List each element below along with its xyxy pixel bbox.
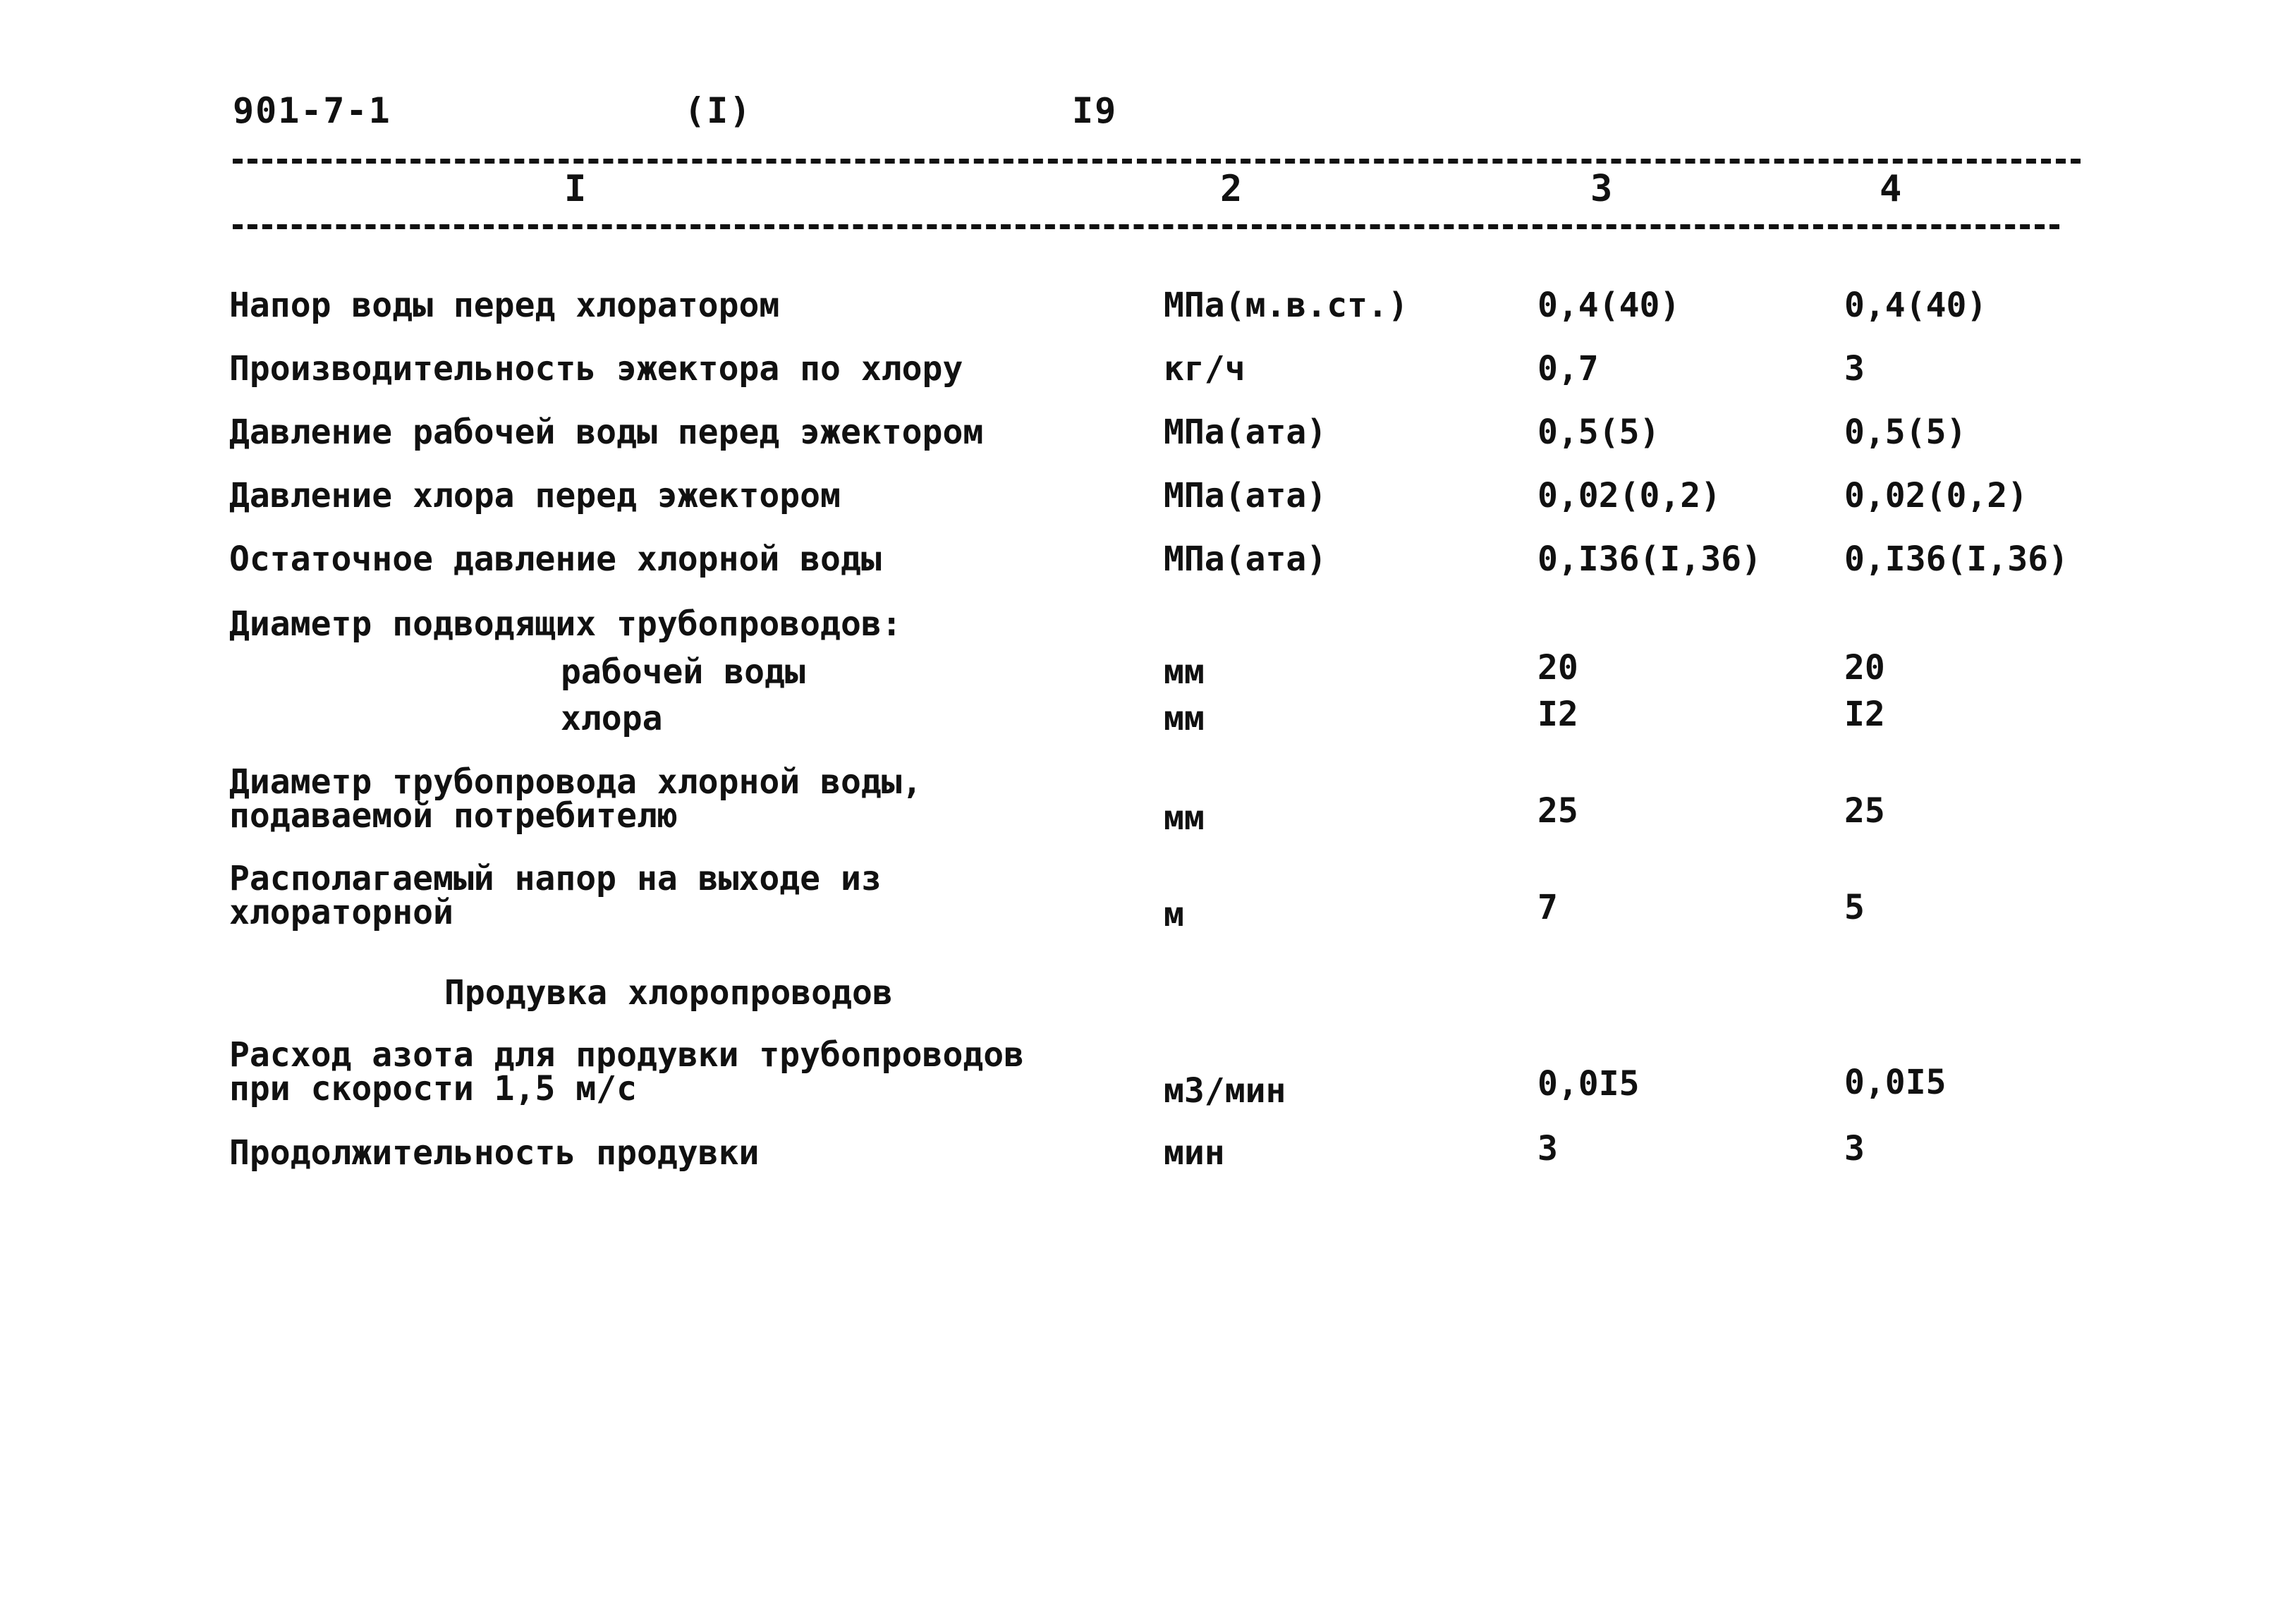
column-header-4: 4 [1880, 168, 1902, 210]
value4-chlorine-pressure: 0,02(0,2) [1844, 476, 2028, 515]
value4-residual-pressure: 0,I36(I,36) [1844, 539, 2069, 579]
value3-chlorine-pressure: 0,02(0,2) [1537, 476, 1722, 515]
unit-purge-duration: мин [1164, 1133, 1225, 1173]
unit-nitrogen-flow: м3/мин [1164, 1071, 1286, 1111]
param-chlorine-pipe: хлора [561, 699, 663, 738]
section-heading-purging: Продувка хлоропроводов [444, 973, 893, 1013]
value3-working-water-pipe: 20 [1537, 648, 1578, 688]
unit-chlorine-pipe: мм [1164, 699, 1205, 738]
value3-water-head: 0,4(40) [1537, 286, 1681, 325]
value3-available-head: 7 [1537, 888, 1558, 927]
value3-working-water-pressure: 0,5(5) [1537, 413, 1660, 452]
value4-chlorine-pipe: I2 [1844, 695, 1885, 734]
param-available-head: Располагаемый напор на выходе из хлораторной [229, 859, 882, 932]
value4-purge-duration: 3 [1844, 1129, 1865, 1168]
column-header-2: 2 [1220, 168, 1243, 210]
unit-chlorine-water-pipe-diameter: мм [1164, 798, 1205, 838]
unit-chlorine-pressure: МПа(ата) [1164, 476, 1327, 515]
param-residual-pressure: Остаточное давление хлорной воды [229, 539, 882, 579]
table-top-rule [233, 159, 2081, 164]
unit-residual-pressure: МПа(ата) [1164, 539, 1327, 579]
param-chlorine-pressure: Давление хлора перед эжектором [229, 476, 841, 515]
param-purge-duration: Продолжительность продувки [229, 1133, 760, 1173]
value4-available-head: 5 [1844, 888, 1865, 927]
param-supply-pipes-heading: Диаметр подводящих трубопроводов: [229, 604, 902, 644]
unit-ejector-capacity: кг/ч [1164, 349, 1246, 389]
document-code: 901-7-1 [233, 90, 391, 131]
value3-chlorine-water-pipe-diameter: 25 [1537, 791, 1578, 831]
param-water-head: Напор воды перед хлоратором [229, 286, 780, 325]
unit-available-head: м [1164, 895, 1184, 934]
param-working-water-pressure: Давление рабочей воды перед эжектором [229, 413, 984, 452]
value3-residual-pressure: 0,I36(I,36) [1537, 539, 1762, 579]
column-header-1: I [564, 168, 587, 210]
param-nitrogen-flow: Расход азота для продувки трубопроводов при скорости 1,5 м/с [229, 1035, 1025, 1109]
value4-working-water-pressure: 0,5(5) [1844, 413, 1967, 452]
table-header-rule [233, 224, 2059, 229]
value4-nitrogen-flow: 0,0I5 [1844, 1063, 1947, 1102]
param-working-water-pipe: рабочей воды [561, 652, 805, 692]
value4-ejector-capacity: 3 [1844, 349, 1865, 389]
column-header-3: 3 [1590, 168, 1613, 210]
unit-working-water-pipe: мм [1164, 652, 1205, 692]
section-number: (I) [684, 90, 753, 131]
value3-chlorine-pipe: I2 [1537, 695, 1578, 734]
value4-working-water-pipe: 20 [1844, 648, 1885, 688]
param-ejector-capacity: Производительность эжектора по хлору [229, 349, 963, 389]
unit-water-head: МПа(м.в.ст.) [1164, 286, 1408, 325]
value4-chlorine-water-pipe-diameter: 25 [1844, 791, 1885, 831]
value3-purge-duration: 3 [1537, 1129, 1558, 1168]
param-chlorine-water-pipe-diameter: Диаметр трубопровода хлорной воды, подаваемой потребителю [229, 762, 922, 836]
page-number: I9 [1072, 90, 1118, 131]
value3-ejector-capacity: 0,7 [1537, 349, 1599, 389]
value3-nitrogen-flow: 0,0I5 [1537, 1064, 1640, 1104]
unit-working-water-pressure: МПа(ата) [1164, 413, 1327, 452]
value4-water-head: 0,4(40) [1844, 286, 1987, 325]
